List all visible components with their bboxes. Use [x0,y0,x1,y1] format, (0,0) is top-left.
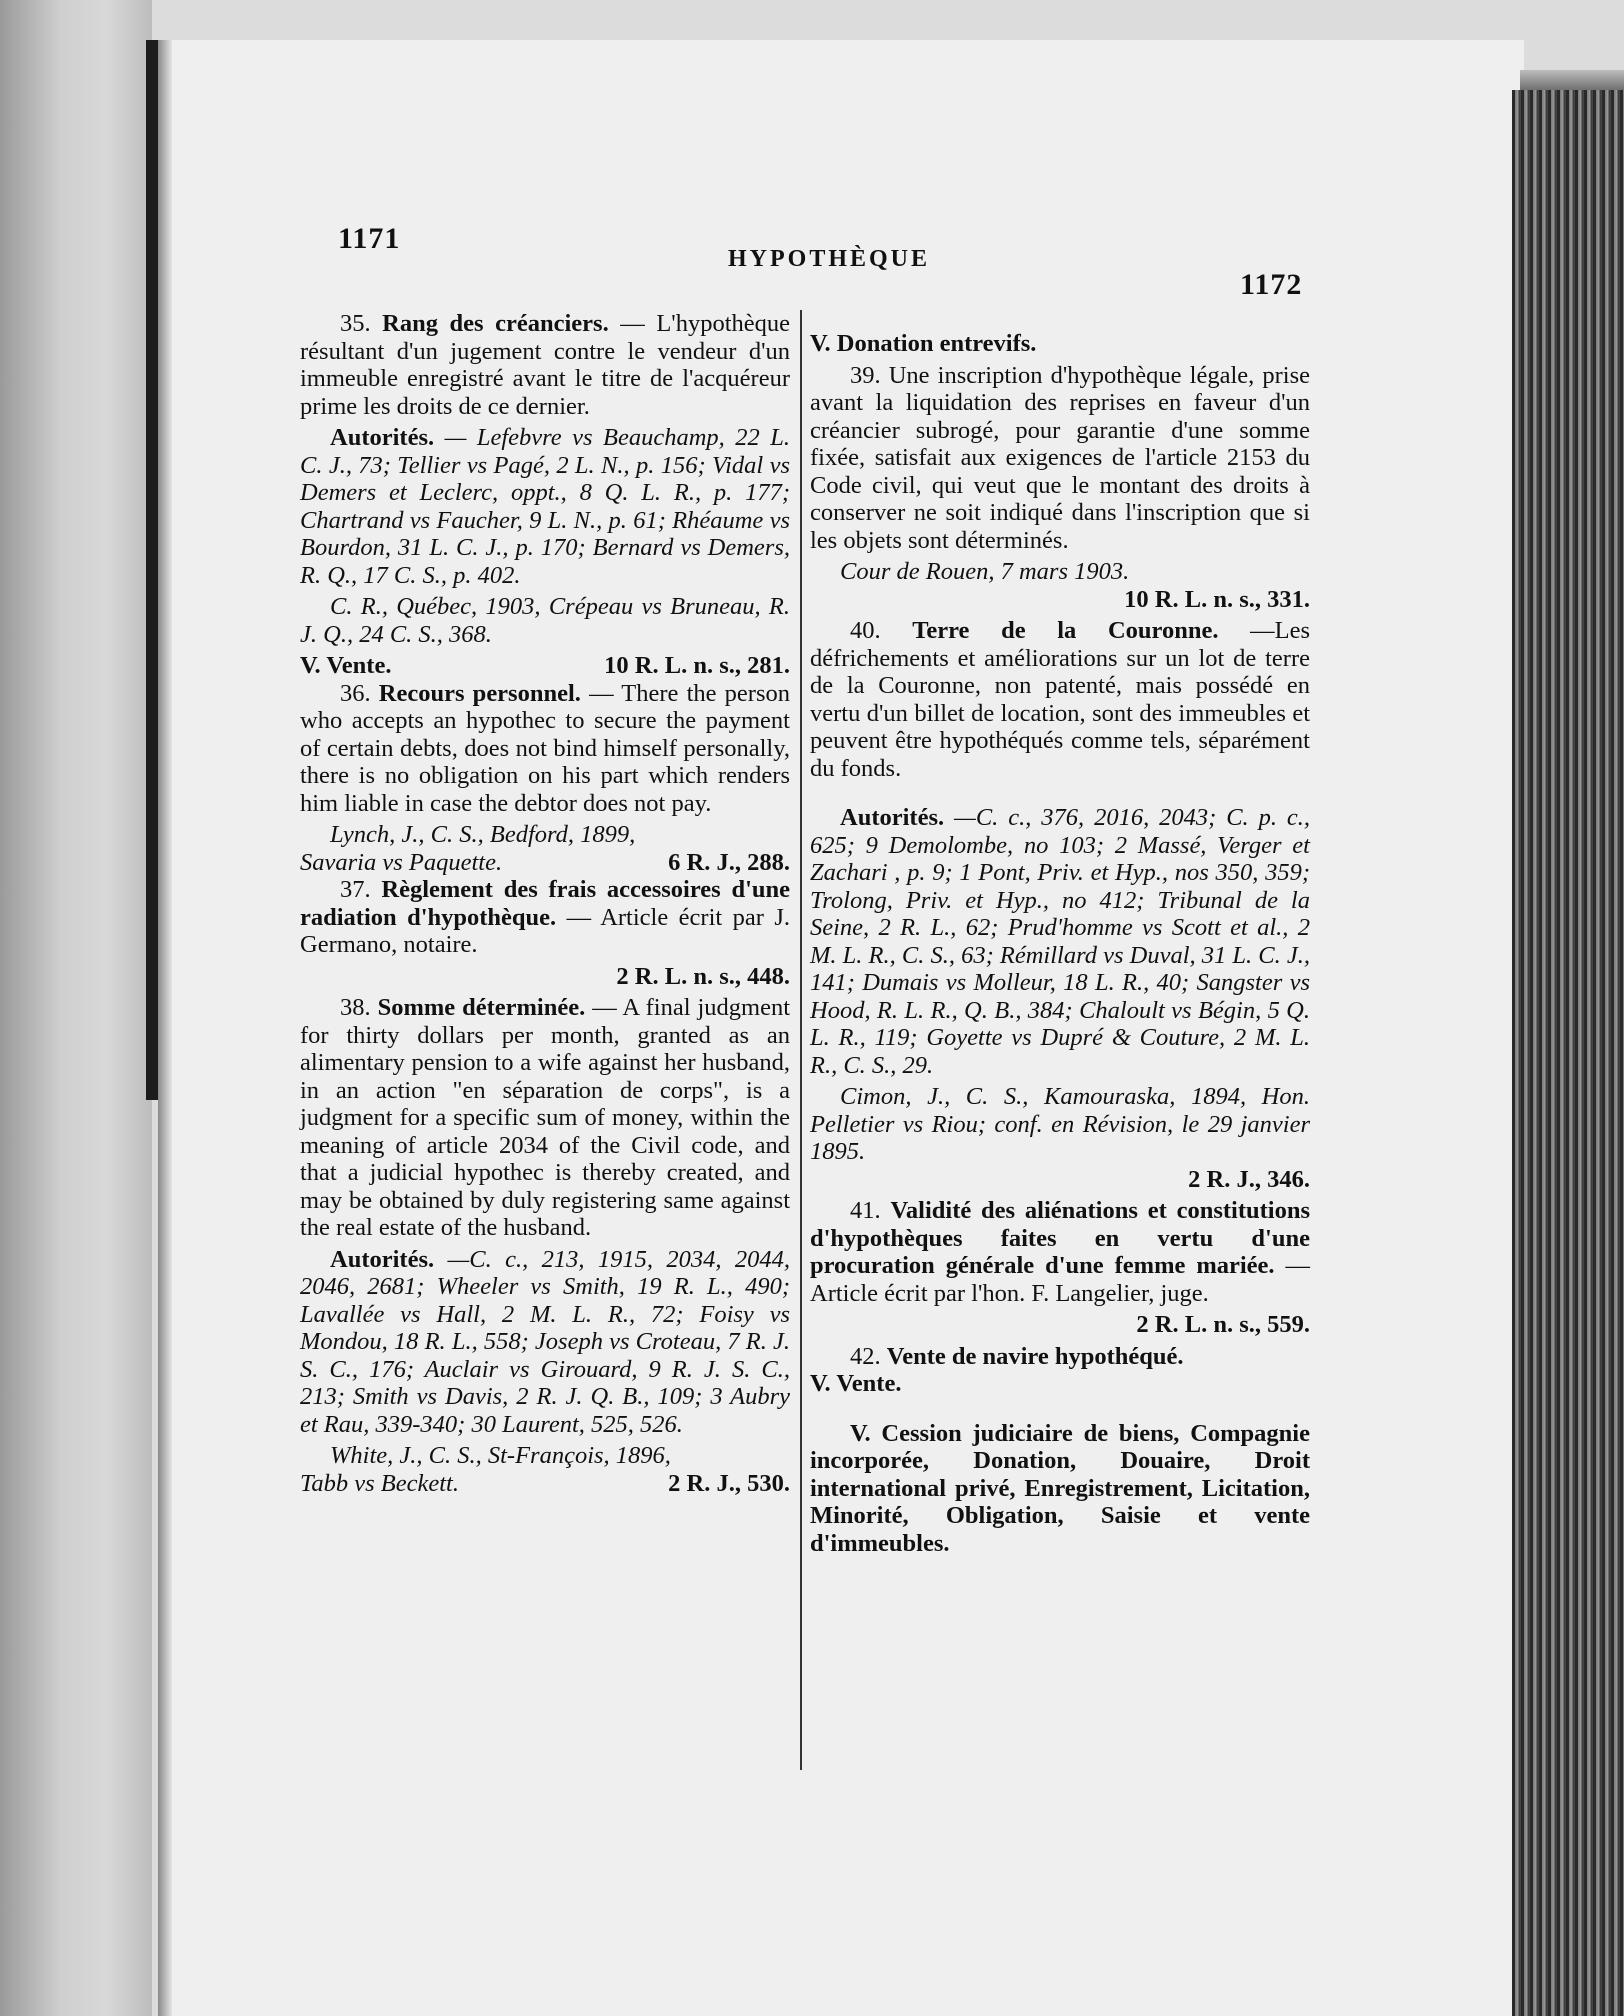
report-reference: 10 R. L. n. s., 281. [604,652,790,679]
entry-text: — L'hypothèque résultant d'un jugement contre le vendeur d'un immeuble enregistré avant le titre de l'acquéreur prime les droits de ce dernier. [300,310,790,420]
entry-text: — There the person who accepts an hypothec to secure the payment of certain debts, does not bind himself personally, there is no obligation on his part which renders him liable in case the debtor does not pay. [300,679,790,817]
see-reference: V. Vente. [300,652,392,679]
see-donation: V. Donation entrevifs. [810,330,1037,357]
entry-37 [300,876,790,959]
entry-title: Rang des créanciers. [382,310,609,337]
see-line-35 [300,652,790,680]
running-title: HYPOTHÈQUE [728,246,931,272]
authorities-text: —C. c., 213, 1915, 2034, 2044, 2046, 2681; Wheeler vs Smith, 19 R. L., 490; Lavallée vs Hall, 2 M. L. R., 72; Foisy vs Mondou, 18 R. L., 558; Joseph vs Croteau, 7 R. J. S. C., 176; Auclair vs Girouard, 9 R. J. S. C., 213; Smith vs Davis, 2 R. J. Q. B., 109; 3 Aubry et Rau, 339-340; 30 Laurent, 525, 526. [300,1245,791,1438]
court-36: Lynch, J., C. S., Bedford, 1899, [330,821,636,848]
entry-40 [810,617,1310,782]
entry-text: — Article écrit par l'hon. F. Langelier, juge. [810,1252,1311,1307]
entry-41 [810,1197,1310,1307]
report-reference: 6 R. J., 288. [668,848,790,876]
entry-title: Somme déterminée. [377,994,586,1021]
court-line-36 [300,849,790,877]
authorities-label: Autorités. [330,1245,435,1273]
authorities-text: —C. c., 376, 2016, 2043; C. p. c., 625; 9 Demolombe, no 103; 2 Massé, Verger et Zachari , p. 9; 1 Pont, Priv. et Hyp., nos 350, 359; Trolong, Priv. et Hyp., no 412; Tribunal de la Seine, 2 R. L., 62; Prud'homme vs Scott et al., 2 M. L. R., C. S., 63; Rémillard vs Duval, 31 L. C. J., 141; Dumais vs Molleur, 18 L. R., 40; Sangster vs Hood, R. L. R., Q. B., 384; Chaloult vs Bégin, 5 Q. L. R., 119; Goyette vs Dupré & Couture, 2 M. L. R., C. S., 29. [810,804,1311,1079]
entry-number: 35. [340,310,371,337]
entry-38 [300,994,790,1242]
report-reference-37: 2 R. L. n. s., 448. [616,962,790,990]
spacer [810,786,1310,804]
entry-35 [300,310,790,420]
report-reference-41: 2 R. L. n. s., 559. [1136,1311,1310,1338]
entry-number: 39. [850,361,881,389]
case-name: Savaria vs Paquette. [300,848,503,876]
entry-text: —Les défrichements et améliorations sur un lot de terre de la Couronne, non patenté, mais possédé en vertu d'un billet de location, sont des immeubles et peuvent être hypothéqués comme tels, séparément du fonds. [810,617,1310,782]
see-vente: V. Vente. [810,1370,902,1397]
right-page-number: 1172 [1240,268,1303,301]
entry-text: — A final judgment for thirty dollars per month, granted as an alimentary pension to a wife against her husband, in an action "en séparation de corps", is a judgment for a specific sum of money, within the meaning of article 2034 of the Civil code, and that a judicial hypothec is thereby created, and may be obtained by duly registering same against the real estate of the husband. [300,994,791,1241]
court-39: Cour de Rouen, 7 mars 1903. [840,558,1130,585]
column-rule [800,310,802,1770]
authorities-40 [810,804,1310,1079]
entry-number: 41. [850,1197,881,1224]
court-40: Cimon, J., C. S., Kamouraska, 1894, Hon. Pelletier vs Riou; conf. en Révision, le 29 janvier 1895. [810,1083,1310,1165]
entry-title: Validité des aliénations et constitutions d'hypothèques faites en vertu d'une procuration générale d'une femme mariée. [810,1197,1310,1279]
entry-number: 36. [340,679,371,707]
authorities-label: Autorités. [840,804,945,831]
entry-number: 38. [340,994,371,1021]
court-35: C. R., Québec, 1903, Crépeau vs Bruneau, R. J. Q., 24 C. S., 368. [300,593,790,648]
entry-number: 37. [340,876,371,903]
entry-title: Recours personnel. [378,679,581,707]
entry-42 [810,1343,1310,1371]
entry-number: 40. [850,617,881,644]
entry-36 [300,680,790,818]
entry-39 [810,362,1310,555]
entry-text: Une inscription d'hypothèque légale, prise avant la liquidation des reprises en faveur d'un créancier subrogé, pour garantie d'une somme fixée, satisfait aux exigences de l'article 2153 du Code civil, qui veut que le montant des droits à conserver ne soit indiqué dans l'inscription que si les objets sont déterminés. [810,361,1310,554]
court-38: White, J., C. S., St-François, 1896, [330,1442,671,1469]
report-reference-39: 10 R. L. n. s., 331. [1124,585,1310,613]
authorities-38 [300,1246,790,1439]
right-column [810,330,1310,1561]
left-column [300,310,790,1497]
entry-number: 42. [850,1342,881,1370]
entry-text: — Article écrit par J. Germano, notaire. [300,903,790,958]
see-also-list: V. Cession judiciaire de biens, Compagnie incorporée, Donation, Douaire, Droit international privé, Enregistrement, Licitation, Minorité, Obligation, Saisie et vente d'immeubles. [810,1419,1310,1557]
left-page-number: 1171 [338,222,401,255]
report-reference: 2 R. J., 530. [668,1469,790,1497]
authorities-label: Autorités. [330,424,435,451]
book-gutter [0,0,152,2016]
case-name: Tabb vs Beckett. [300,1469,459,1497]
authorities-35 [300,424,790,589]
entry-title: Vente de navire hypothéqué. [886,1342,1184,1370]
gutter-fade [158,40,172,2016]
entry-title: Terre de la Couronne. [912,617,1219,644]
report-reference-40: 2 R. J., 346. [1188,1165,1310,1193]
court-line-38 [300,1470,790,1498]
entry-title: Règlement des frais accessoires d'une radiation d'hypothèque. [300,876,790,931]
spacer [810,1402,1310,1420]
page-edges [1512,90,1624,2016]
authorities-text: — Lefebvre vs Beauchamp, 22 L. C. J., 73; Tellier vs Pagé, 2 L. N., p. 156; Vidal vs Demers et Leclerc, oppt., 8 Q. L. R., p. 177; Chartrand vs Faucher, 9 L. N., p. 61; Rhéaume vs Bourdon, 31 L. C. J., p. 170; Bernard vs Demers, R. Q., 17 C. S., p. 402. [300,424,791,589]
